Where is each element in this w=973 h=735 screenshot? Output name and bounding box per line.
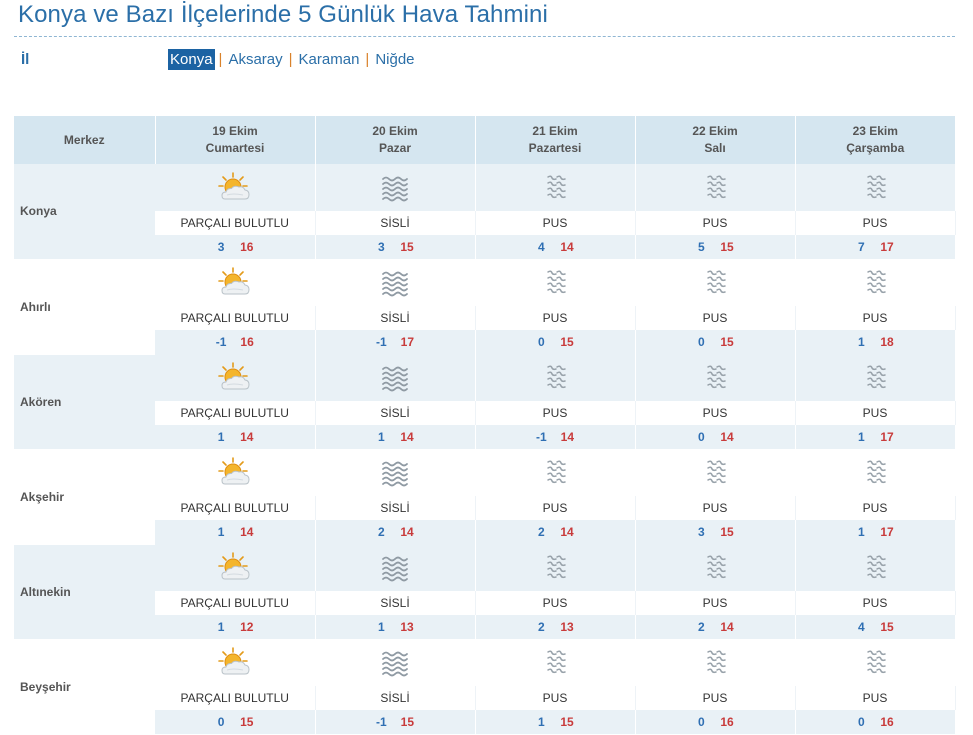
description-row	[14, 306, 955, 330]
mist-icon	[537, 559, 573, 576]
mist-icon	[857, 464, 893, 481]
day-header	[155, 116, 315, 164]
max-temperature: 12	[240, 620, 254, 634]
mist-icon	[697, 559, 733, 576]
max-temperature: 17	[880, 240, 894, 254]
temperature-cell	[315, 615, 475, 639]
min-temperature: 3	[377, 240, 385, 254]
min-temperature: 0	[857, 715, 865, 729]
max-temperature: 14	[560, 240, 574, 254]
weather-icon-cell	[315, 259, 475, 306]
weather-description: SİSLİ	[315, 306, 475, 330]
partly-cloudy-icon	[217, 654, 253, 671]
location-name: Konya	[14, 164, 155, 259]
partly-cloudy-icon	[217, 274, 253, 291]
weather-description: SİSLİ	[315, 591, 475, 615]
description-row	[14, 401, 955, 425]
min-temperature: -1	[375, 715, 387, 729]
table-row	[14, 354, 955, 401]
min-temperature: -1	[535, 430, 547, 444]
max-temperature: 13	[560, 620, 574, 634]
max-temperature: 15	[240, 715, 254, 729]
partly-cloudy-icon	[217, 179, 253, 196]
max-temperature: 17	[880, 525, 894, 539]
mist-icon	[537, 464, 573, 481]
weather-description: PUS	[475, 686, 635, 710]
location-name: Altınekin	[14, 544, 155, 639]
table-row	[14, 449, 955, 496]
weather-description: PUS	[475, 306, 635, 330]
temperature-cell	[155, 330, 315, 354]
min-temperature: 7	[857, 240, 865, 254]
min-temperature: 1	[217, 620, 225, 634]
temperature-cell	[155, 235, 315, 259]
day-date: 20 Ekim	[372, 124, 418, 138]
province-nav	[168, 49, 417, 70]
location-name: Beyşehir	[14, 639, 155, 734]
weather-description: PARÇALI BULUTLU	[155, 591, 315, 615]
weather-icon-cell	[635, 449, 795, 496]
weather-icon-cell	[795, 544, 955, 591]
min-temperature: 4	[537, 240, 545, 254]
weather-icon-cell	[795, 639, 955, 686]
temperature-cell	[635, 710, 795, 734]
table-row	[14, 164, 955, 211]
max-temperature: 14	[560, 525, 574, 539]
weather-description: PARÇALI BULUTLU	[155, 686, 315, 710]
mist-icon	[857, 179, 893, 196]
weather-icon-cell	[475, 544, 635, 591]
min-temperature: 3	[697, 525, 705, 539]
mist-icon	[697, 464, 733, 481]
mist-icon	[857, 559, 893, 576]
day-weekday: Salı	[704, 141, 726, 155]
day-date: 22 Ekim	[692, 124, 738, 138]
max-temperature: 15	[560, 715, 574, 729]
temperature-cell	[795, 235, 955, 259]
max-temperature: 15	[400, 715, 415, 729]
fog-icon	[377, 559, 413, 576]
max-temperature: 17	[880, 430, 894, 444]
weather-icon-cell	[315, 639, 475, 686]
weather-description: PARÇALI BULUTLU	[155, 211, 315, 235]
mist-icon	[537, 654, 573, 671]
weather-description: PUS	[635, 401, 795, 425]
location-name: Akören	[14, 354, 155, 449]
min-temperature: 1	[857, 335, 865, 349]
max-temperature: 14	[240, 525, 254, 539]
weather-icon-cell	[155, 164, 315, 211]
temperature-cell	[635, 330, 795, 354]
max-temperature: 14	[400, 525, 414, 539]
partly-cloudy-icon	[217, 369, 253, 386]
title-divider	[14, 36, 955, 37]
nav-separator: |	[365, 51, 370, 68]
temperature-cell	[795, 520, 955, 544]
temperature-cell	[475, 235, 635, 259]
weather-icon-cell	[155, 449, 315, 496]
min-temperature: 1	[377, 430, 385, 444]
weather-icon-cell	[635, 639, 795, 686]
table-header-row	[14, 116, 955, 164]
max-temperature: 15	[720, 335, 734, 349]
min-temperature: 0	[697, 335, 705, 349]
min-temperature: 2	[697, 620, 705, 634]
forecast-table	[14, 116, 956, 735]
location-name: Akşehir	[14, 449, 155, 544]
max-temperature: 14	[400, 430, 414, 444]
page-title: Konya ve Bazı İlçelerinde 5 Günlük Hava Tahmini	[18, 1, 548, 28]
max-temperature: 14	[720, 430, 734, 444]
min-temperature: 1	[857, 525, 865, 539]
temperature-cell	[475, 520, 635, 544]
temperature-cell	[315, 520, 475, 544]
province-label: İl	[21, 51, 30, 68]
temperature-cell	[315, 235, 475, 259]
max-temperature: 18	[880, 335, 894, 349]
location-name: Ahırlı	[14, 259, 155, 354]
temperature-cell	[155, 425, 315, 449]
weather-description: PARÇALI BULUTLU	[155, 401, 315, 425]
weather-description: PUS	[635, 211, 795, 235]
max-temperature: 15	[400, 240, 414, 254]
weather-description: PARÇALI BULUTLU	[155, 496, 315, 520]
province-link-aksaray[interactable]: Aksaray	[228, 51, 283, 68]
day-header	[795, 116, 955, 164]
day-weekday: Çarşamba	[846, 141, 905, 155]
max-temperature: 17	[400, 335, 415, 349]
description-row	[14, 686, 955, 710]
temperature-cell	[475, 710, 635, 734]
temperature-cell	[155, 615, 315, 639]
province-link-karaman[interactable]: Karaman	[298, 51, 360, 68]
mist-icon	[537, 179, 573, 196]
weather-icon-cell	[475, 354, 635, 401]
temperature-row	[14, 425, 955, 449]
mist-icon	[697, 369, 733, 386]
nav-separator: |	[218, 51, 223, 68]
weather-icon-cell	[315, 544, 475, 591]
min-temperature: 5	[697, 240, 705, 254]
mist-icon	[537, 369, 573, 386]
weather-description: PUS	[795, 591, 955, 615]
weather-description: PUS	[635, 591, 795, 615]
fog-icon	[377, 654, 413, 671]
province-link-nigde[interactable]: Niğde	[375, 51, 415, 68]
weather-description: PUS	[795, 401, 955, 425]
min-temperature: 4	[857, 620, 865, 634]
weather-description: SİSLİ	[315, 211, 475, 235]
min-temperature: 2	[377, 525, 385, 539]
weather-description: PUS	[635, 686, 795, 710]
weather-icon-cell	[315, 354, 475, 401]
day-date: 23 Ekim	[852, 124, 898, 138]
weather-icon-cell	[635, 544, 795, 591]
weather-icon-cell	[635, 354, 795, 401]
fog-icon	[377, 179, 413, 196]
temperature-cell	[795, 710, 955, 734]
max-temperature: 15	[720, 525, 734, 539]
weather-icon-cell	[795, 164, 955, 211]
weather-description: PUS	[475, 401, 635, 425]
weather-description: PUS	[635, 496, 795, 520]
mist-icon	[697, 654, 733, 671]
nav-separator: |	[288, 51, 293, 68]
weather-icon-cell	[155, 259, 315, 306]
min-temperature: 0	[697, 715, 705, 729]
temperature-cell	[475, 425, 635, 449]
partly-cloudy-icon	[217, 464, 253, 481]
max-temperature: 15	[720, 240, 734, 254]
description-row	[14, 591, 955, 615]
max-temperature: 13	[400, 620, 414, 634]
weather-description: SİSLİ	[315, 496, 475, 520]
description-row	[14, 496, 955, 520]
temperature-row	[14, 330, 955, 354]
day-header	[475, 116, 635, 164]
weather-icon-cell	[155, 544, 315, 591]
day-header	[635, 116, 795, 164]
forecast-body	[14, 164, 955, 734]
mist-icon	[857, 654, 893, 671]
day-weekday: Cumartesi	[205, 141, 265, 155]
weather-icon-cell	[635, 164, 795, 211]
mist-icon	[857, 274, 893, 291]
min-temperature: 0	[537, 335, 545, 349]
temperature-cell	[795, 330, 955, 354]
weather-icon-cell	[315, 449, 475, 496]
weather-description: SİSLİ	[315, 401, 475, 425]
temperature-cell	[155, 520, 315, 544]
weather-icon-cell	[795, 259, 955, 306]
min-temperature: 3	[217, 240, 225, 254]
day-header	[315, 116, 475, 164]
mist-icon	[537, 274, 573, 291]
province-link-konya[interactable]: Konya	[170, 51, 213, 68]
max-temperature: 14	[560, 430, 575, 444]
day-weekday: Pazar	[378, 141, 412, 155]
weather-description: PUS	[795, 496, 955, 520]
min-temperature: -1	[215, 335, 227, 349]
min-temperature: 2	[537, 620, 545, 634]
temperature-cell	[475, 330, 635, 354]
partly-cloudy-icon	[217, 559, 253, 576]
mist-icon	[697, 179, 733, 196]
weather-description: PARÇALI BULUTLU	[155, 306, 315, 330]
max-temperature: 14	[240, 430, 254, 444]
weather-description: PUS	[635, 306, 795, 330]
mist-icon	[697, 274, 733, 291]
weather-description: PUS	[475, 496, 635, 520]
fog-icon	[377, 369, 413, 386]
min-temperature: 1	[377, 620, 385, 634]
table-row	[14, 544, 955, 591]
weather-description: PUS	[795, 686, 955, 710]
weather-icon-cell	[155, 639, 315, 686]
temperature-cell	[635, 425, 795, 449]
description-row	[14, 211, 955, 235]
weather-icon-cell	[315, 164, 475, 211]
fog-icon	[377, 464, 413, 481]
weather-description: PUS	[795, 306, 955, 330]
temperature-row	[14, 520, 955, 544]
max-temperature: 16	[880, 715, 894, 729]
weather-icon-cell	[475, 639, 635, 686]
min-temperature: -1	[375, 335, 387, 349]
min-temperature: 0	[697, 430, 705, 444]
temperature-cell	[635, 235, 795, 259]
max-temperature: 16	[240, 240, 254, 254]
temperature-row	[14, 615, 955, 639]
max-temperature: 15	[880, 620, 894, 634]
table-row	[14, 259, 955, 306]
weather-icon-cell	[635, 259, 795, 306]
weather-description: PUS	[475, 211, 635, 235]
weather-icon-cell	[475, 164, 635, 211]
max-temperature: 15	[560, 335, 574, 349]
temperature-cell	[315, 425, 475, 449]
min-temperature: 1	[857, 430, 865, 444]
temperature-cell	[315, 710, 475, 734]
temperature-row	[14, 710, 955, 734]
min-temperature: 2	[537, 525, 545, 539]
temperature-cell	[155, 710, 315, 734]
weather-description: PUS	[795, 211, 955, 235]
day-date: 19 Ekim	[212, 124, 258, 138]
temperature-cell	[795, 615, 955, 639]
temperature-cell	[795, 425, 955, 449]
temperature-cell	[635, 520, 795, 544]
weather-icon-cell	[795, 449, 955, 496]
weather-description: SİSLİ	[315, 686, 475, 710]
weather-icon-cell	[795, 354, 955, 401]
temperature-cell	[635, 615, 795, 639]
max-temperature: 16	[720, 715, 734, 729]
temperature-cell	[475, 615, 635, 639]
weather-icon-cell	[155, 354, 315, 401]
min-temperature: 1	[537, 715, 545, 729]
min-temperature: 1	[217, 525, 225, 539]
mist-icon	[857, 369, 893, 386]
weather-description: PUS	[475, 591, 635, 615]
fog-icon	[377, 274, 413, 291]
temperature-row	[14, 235, 955, 259]
max-temperature: 16	[240, 335, 254, 349]
weather-icon-cell	[475, 449, 635, 496]
weather-icon-cell	[475, 259, 635, 306]
table-row	[14, 639, 955, 686]
corner-header: Merkez	[14, 116, 155, 164]
day-date: 21 Ekim	[532, 124, 578, 138]
min-temperature: 1	[217, 430, 225, 444]
max-temperature: 14	[720, 620, 734, 634]
temperature-cell	[315, 330, 475, 354]
day-weekday: Pazartesi	[528, 141, 582, 155]
min-temperature: 0	[217, 715, 225, 729]
